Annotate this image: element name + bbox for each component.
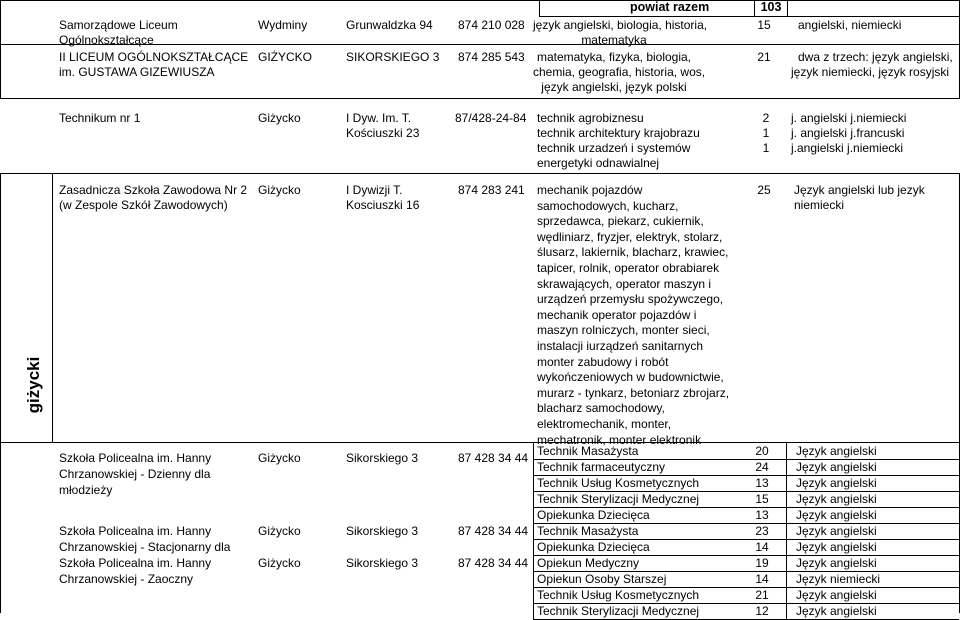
course-count: 13 [755,508,769,522]
profession-line: monter zabudowy i robót [537,354,669,369]
city: Giżycko [258,451,301,465]
course-language: Język angielski [796,588,877,602]
profession: energetyki odnawialnej [537,156,660,170]
course-name: Opiekun Osoby Starszej [537,572,667,586]
phone: 87 428 34 44 [458,451,529,465]
languages: j.angielski j.niemiecki [791,141,904,155]
section3-left-border [0,173,1,613]
header-left-border [539,0,540,16]
city: Giżycko [258,556,301,570]
profession-line: sprzedawca, piekarz, cukiernik, [537,214,704,229]
course-count: 23 [755,524,769,538]
count: 1 [762,126,770,140]
course-name: Technik Masażysta [537,524,639,538]
section3-bottom-border [0,442,960,443]
subjects: język angielski, biologia, historia, [533,18,708,32]
count: 2 [762,111,770,125]
phone: 874 210 028 [458,18,525,32]
school-name: (w Zespole Szkół Zawodowych) [59,198,228,212]
phone: 87 428 34 44 [458,556,529,570]
course-language: Język angielski [796,604,877,618]
profession-line: blacharz samochodowy, [537,401,665,416]
street: Grunwaldzka 94 [346,18,433,32]
section1-bottom-border [0,98,960,99]
header-right-border [787,0,788,16]
subjects: matematyka [581,33,647,47]
profession-line: murarz - tynkarz, betoniarz zbrojarz, [537,385,730,400]
course-count: 12 [755,604,769,618]
course-name: Technik Sterylizacji Medycznej [537,492,700,506]
course-count: 21 [755,588,769,602]
profession-list [537,183,757,448]
school-name: Chrzanowskiej - Dzienny dla [59,467,211,481]
course-name: Technik Usług Kosmetycznych [537,588,700,602]
header-label: powiat razem [630,0,710,14]
course-language: Język niemiecki [796,572,881,586]
profession-line: samochodowych, kucharz, [537,198,679,213]
column-border [786,443,787,619]
profession: technik agrobiznesu [537,111,644,125]
school-name: Samorządowe Liceum [59,18,178,32]
count: 25 [757,183,771,197]
profession-line: mechatronik, monter elektronik [537,432,702,447]
phone: 87/428-24-84 [455,111,527,125]
street: Sikorskiego 3 [346,451,419,465]
course-name: Opiekunka Dziecięca [537,540,650,554]
city: Wydminy [258,18,308,32]
course-name: Technik farmaceutyczny [537,460,666,474]
profession-line: elektromechanik, monter, [537,416,672,431]
column-border [533,443,534,619]
course-language: Język angielski [796,540,877,554]
course-language: Język angielski [796,460,877,474]
course-name: Technik Sterylizacji Medycznej [537,604,700,618]
subjects: chemia, geografia, historia, wos, [533,65,706,79]
course-count: 14 [755,572,769,586]
count: 15 [757,18,771,32]
street: Sikorskiego 3 [346,556,419,570]
course-count: 14 [755,540,769,554]
school-name: Chrzanowskiej - Zaoczny [59,572,194,586]
profession-line: tapicer, rolnik, operator obrabiarek [537,260,720,275]
street: I Dywizji T. [346,183,403,197]
course-name: Opiekunka Dziecięca [537,508,650,522]
phone: 874 283 241 [458,183,525,197]
street: Kościuszki 23 [346,126,420,140]
school-name: młodzieży [59,483,113,497]
course-language: Język angielski [796,524,877,538]
course-count: 24 [755,460,769,474]
course-name: Technik Masażysta [537,444,639,458]
top-border [0,0,960,1]
course-count: 19 [755,556,769,570]
street: Kosciuszki 16 [346,198,420,212]
profession-line: skrawających, operator maszyn i [537,276,712,291]
course-name: Opiekun Medyczny [537,556,640,570]
street: Sikorskiego 3 [346,524,419,538]
profession-line: urządzeń przemysłu spożywczego, [537,292,724,307]
phone: 874 285 543 [458,50,525,64]
school-name: Chrzanowskiej - Stacjonarny dla [59,540,231,554]
school-name: Ogólnokształcące [59,33,154,47]
school-name: II LICEUM OGÓLNOKSZTAŁCĄCE [59,50,249,64]
street: I Dyw. Im. T. [346,111,412,125]
languages: Język angielski lub jezyk [794,183,925,197]
profession: technik architektury krajobrazu [537,126,700,140]
city: Giżycko [258,183,301,197]
profession-line: wędliniarz, fryzjer, elektryk, stolarz, [537,229,723,244]
header-total: 103 [760,0,782,14]
count: 1 [762,141,770,155]
languages: język niemiecki, język rosyjski [791,65,950,79]
section2-bottom-border [0,173,960,174]
city: Giżycko [258,524,301,538]
count: 21 [757,50,771,64]
course-language: Język angielski [796,508,877,522]
languages: niemiecki [794,198,845,212]
course-count: 13 [755,476,769,490]
profession: technik urzadzeń i systemów [537,141,691,155]
course-language: Język angielski [796,492,877,506]
profession-line: ślusarz, lakiernik, blacharz, krawiec, [537,245,729,260]
school-name: im. GUSTAWA GIZEWIUSZA [59,65,215,79]
course-language: Język angielski [796,556,877,570]
district-label-text: giżycki [24,356,43,414]
phone: 87 428 34 44 [458,524,529,538]
languages: dwa z trzech: język angielski, [798,50,953,64]
city: GIŻYCKO [258,50,313,64]
street: SIKORSKIEGO 3 [346,50,440,64]
course-name: Technik Usług Kosmetycznych [537,476,700,490]
school-name: Szkoła Policealna im. Hanny [59,556,212,570]
languages: j. angielski j.francuski [791,126,905,140]
school-name: Szkoła Policealna im. Hanny [59,524,212,538]
city: Giżycko [258,111,301,125]
languages: j. angielski j.niemiecki [791,111,907,125]
school-name: Zasadnicza Szkoła Zawodowa Nr 2 [59,183,248,197]
school-name: Szkoła Policealna im. Hanny [59,451,212,465]
profession-line: mechanik pojazdów [537,183,643,197]
course-language: Język angielski [796,444,877,458]
section1-left-border [0,0,1,98]
profession-line: mechanik operator pojazdów i [537,307,697,322]
profession-line: maszyn rolniczych, monter sieci, [537,323,710,338]
course-language: Język angielski [796,476,877,490]
profession-line: instalacji iurządzeń sanitarnych [537,338,704,353]
header-bottom-border [539,16,960,17]
school-name: Technikum nr 1 [59,111,141,125]
course-count: 20 [755,444,769,458]
course-count: 15 [755,492,769,506]
languages: angielski, niemiecki [798,18,902,32]
subjects: matematyka, fizyka, biologia, [536,50,692,64]
profession-line: wykończeniowych w budownictwie, [537,370,724,385]
district-label [14,330,54,440]
subjects: język angielski, język polski [541,80,687,94]
